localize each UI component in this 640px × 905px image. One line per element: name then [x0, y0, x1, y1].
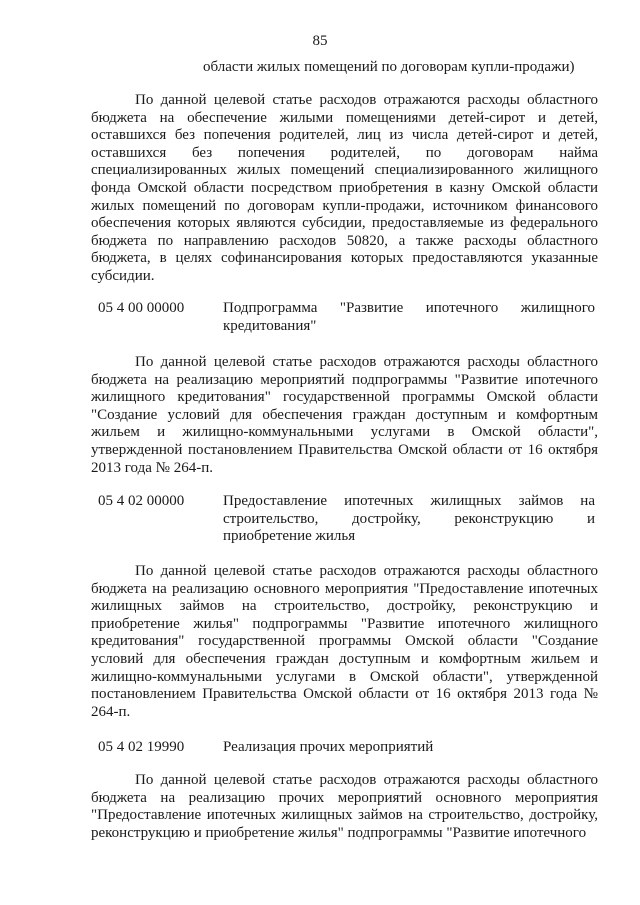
continued-heading-line: области жилых помещений по договорам купли-продажи) [203, 59, 575, 75]
budget-code-05-4-02-00000: 05 4 02 00000 [98, 493, 185, 509]
paragraph-prochie-meropriyatiya: По данной целевой статье расходов отражаются расходы областного бюджета на реализацию прочих мероприятий основного мероприятия "Предоставление ипотечных жилищных займов на строительство, достройку, реконструкцию и приобретение жилья" подпрограммы "Развитие ипотечного [91, 772, 598, 841]
heading-predostavlenie-zaimov: Предоставление ипотечных жилищных займов на строительство, достройку, реконструкцию и приобретение жилья [223, 493, 595, 545]
paragraph-podprogramma-ipoteka: По данной целевой статье расходов отражаются расходы областного бюджета на реализацию мероприятий подпрограммы "Развитие ипотечного жилищного кредитования" государственной программы Омской области "Создание условий для обеспечения граждан доступным и комфортным жильем и жилищно-коммунальными услугами в Омской области", утвержденной постановлением Правительства Омской области от 16 октября 2013 года № 264-п. [91, 354, 598, 476]
heading-prochie-meropriyatiya: Реализация прочих мероприятий [223, 739, 434, 755]
paragraph-obespechenie-zhilem: По данной целевой статье расходов отражаются расходы областного бюджета на обеспечение жилыми помещениями детей-сирот и детей, оставшихся без попечения родителей, лиц из числа детей-сирот и детей, оставшихся без попечения родителей, по договорам найма специализированных жилых помещений специализированного жилищного фонда Омской области посредством приобретения в казну Омской области жилых помещений по договорам купли-продажи, источником финансового обеспечения которых являются субсидии, предоставляемые из федерального бюджета по направлению расходов 50820, а также расходы областного бюджета, в целях софинансирования которых предоставляются указанные субсидии. [91, 92, 598, 284]
budget-code-05-4-00-00000: 05 4 00 00000 [98, 300, 185, 316]
paragraph-predostavlenie-zaimov: По данной целевой статье расходов отражаются расходы областного бюджета на реализацию основного мероприятия "Предоставление ипотечных жилищных займов на строительство, достройку, реконструкцию и приобретение жилья" подпрограммы "Развитие ипотечного жилищного кредитования" государственной программы Омской области "Создание условий для обеспечения граждан доступным и комфортным жильем и жилищно-коммунальными услугами в Омской области", утвержденной постановлением Правительства Омской области от 16 октября 2013 года № 264-п. [91, 563, 598, 720]
page-number: 85 [312, 33, 328, 49]
heading-podprogramma-ipoteka: Подпрограмма "Развитие ипотечного жилищного кредитования" [223, 300, 595, 334]
budget-code-05-4-02-19990: 05 4 02 19990 [98, 739, 185, 755]
